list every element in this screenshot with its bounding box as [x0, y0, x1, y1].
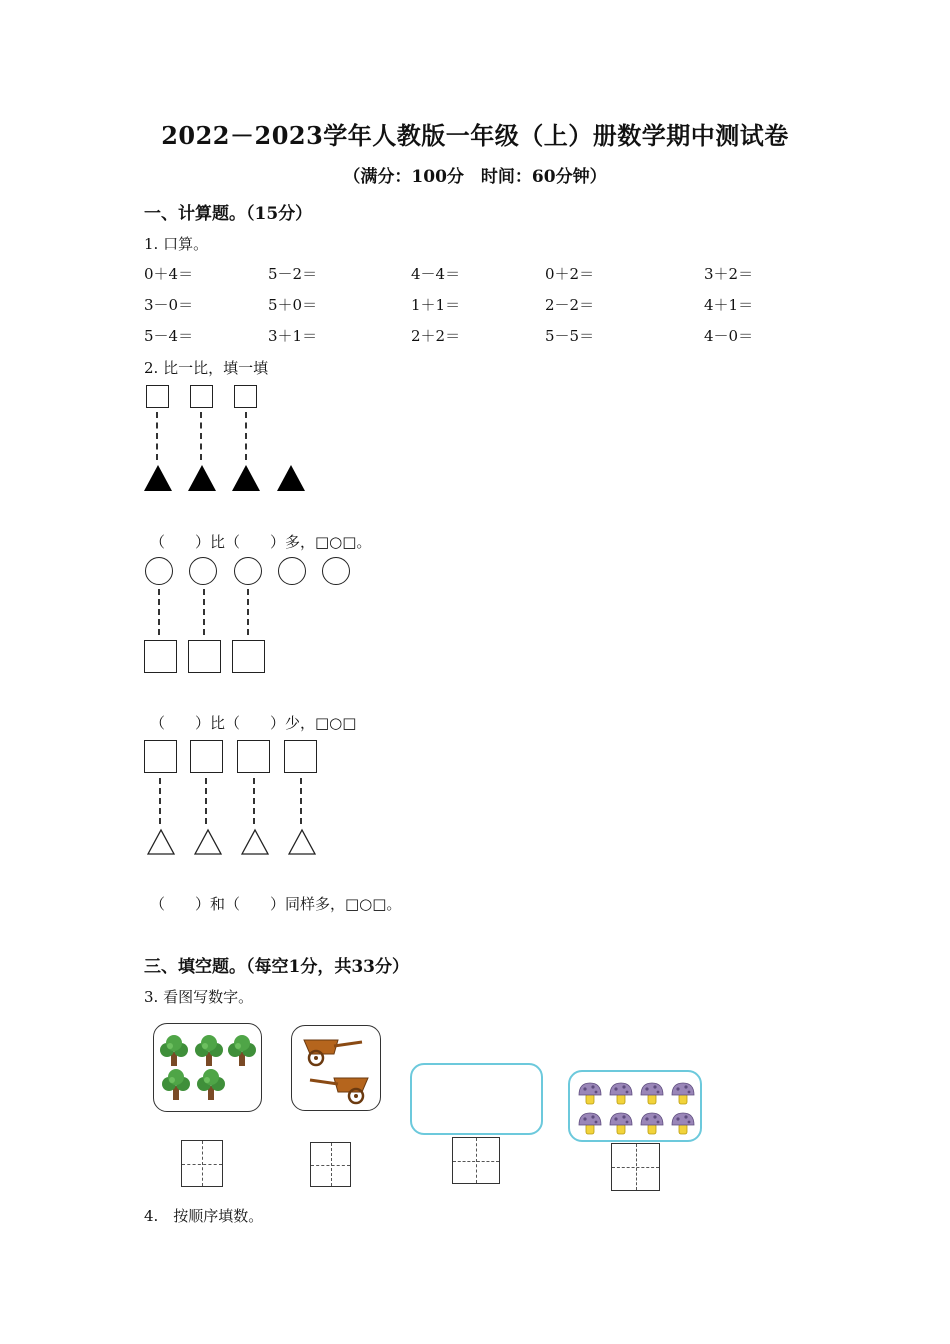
black-triangle-shape	[232, 465, 260, 491]
page-title: 2022－2023学年人教版一年级（上）册数学期中测试卷	[161, 121, 789, 150]
calc-item: 3＋2＝	[704, 265, 754, 283]
outline-triangle-shape	[242, 830, 268, 854]
mushroom-icon	[641, 1083, 663, 1104]
circle-shape	[189, 557, 217, 585]
calc-item: 5－2＝	[268, 265, 318, 283]
mushroom-group	[570, 1072, 700, 1140]
black-triangle-shape	[277, 465, 305, 491]
dashed-connector	[156, 412, 158, 460]
square-shape	[237, 740, 270, 773]
picture-box-carts	[291, 1025, 381, 1111]
picture-box-mushrooms	[568, 1070, 702, 1142]
tree-group	[154, 1024, 260, 1110]
tree-icon	[162, 1069, 190, 1100]
square-shape	[146, 385, 169, 408]
compare-answer-line-3: （ ）和（ ）同样多，□○□。	[150, 895, 402, 913]
tree-icon	[197, 1069, 225, 1100]
mushroom-icon	[579, 1113, 601, 1134]
calc-item: 3－0＝	[144, 296, 194, 314]
cart-icon	[304, 1040, 362, 1065]
answer-grid-box[interactable]	[310, 1142, 351, 1187]
circle-shape	[234, 557, 262, 585]
calc-item: 5－5＝	[545, 327, 595, 345]
outline-triangle-shape	[195, 830, 221, 854]
question-1-label: 1. 口算。	[144, 235, 209, 253]
page-subtitle: （满分：100分 时间：60分钟）	[343, 167, 607, 187]
answer-grid-box[interactable]	[181, 1140, 223, 1187]
dashed-connector	[159, 778, 161, 824]
tree-icon	[160, 1035, 188, 1066]
mushroom-icon	[610, 1113, 632, 1134]
question-2-label: 2. 比一比，填一填	[144, 359, 269, 377]
calc-item: 5－4＝	[144, 327, 194, 345]
calc-item: 5＋0＝	[268, 296, 318, 314]
calc-item: 0＋4＝	[144, 265, 194, 283]
dashed-connector	[205, 778, 207, 824]
mushroom-icon	[672, 1083, 694, 1104]
question-4-label: 4. 按顺序填数。	[144, 1207, 264, 1225]
circle-shape	[145, 557, 173, 585]
section-3-heading: 三、填空题。（每空1分，共33分）	[144, 957, 409, 977]
tree-icon	[195, 1035, 223, 1066]
tree-icon	[228, 1035, 256, 1066]
mushroom-icon	[641, 1113, 663, 1134]
black-triangles	[140, 462, 315, 494]
cart-group	[292, 1026, 379, 1109]
cart-icon	[310, 1078, 368, 1103]
black-triangle-shape	[144, 465, 172, 491]
square-shape	[232, 640, 265, 673]
dashed-connector	[253, 778, 255, 824]
calc-item: 2＋2＝	[411, 327, 461, 345]
black-triangle-shape	[188, 465, 216, 491]
picture-box-empty	[410, 1063, 543, 1135]
dashed-connector	[203, 589, 205, 635]
square-shape	[144, 740, 177, 773]
square-shape	[190, 385, 213, 408]
question-3-label: 3. 看图写数字。	[144, 988, 254, 1006]
calc-item: 3＋1＝	[268, 327, 318, 345]
calc-item: 0＋2＝	[545, 265, 595, 283]
calc-item: 2－2＝	[545, 296, 595, 314]
circle-shape	[322, 557, 350, 585]
dashed-connector	[158, 589, 160, 635]
outline-triangles	[140, 826, 325, 858]
dashed-connector	[300, 778, 302, 824]
picture-box-trees	[153, 1023, 262, 1112]
calc-item: 4－4＝	[411, 265, 461, 283]
compare-answer-line-2: （ ）比（ ）少，□○□	[150, 714, 357, 732]
square-shape	[284, 740, 317, 773]
dashed-connector	[245, 412, 247, 460]
section-1-heading: 一、计算题。（15分）	[144, 204, 313, 224]
compare-answer-line-1: （ ）比（ ）多，□○□。	[150, 533, 372, 551]
square-shape	[234, 385, 257, 408]
outline-triangle-shape	[148, 830, 174, 854]
mushroom-icon	[579, 1083, 601, 1104]
circle-shape	[278, 557, 306, 585]
calc-item: 4＋1＝	[704, 296, 754, 314]
dashed-connector	[200, 412, 202, 460]
square-shape	[188, 640, 221, 673]
square-shape	[190, 740, 223, 773]
mushroom-icon	[672, 1113, 694, 1134]
outline-triangle-shape	[289, 830, 315, 854]
square-shape	[144, 640, 177, 673]
mushroom-icon	[610, 1083, 632, 1104]
answer-grid-box[interactable]	[611, 1143, 660, 1191]
dashed-connector	[247, 589, 249, 635]
answer-grid-box[interactable]	[452, 1137, 500, 1184]
calc-item: 1＋1＝	[411, 296, 461, 314]
calc-item: 4－0＝	[704, 327, 754, 345]
